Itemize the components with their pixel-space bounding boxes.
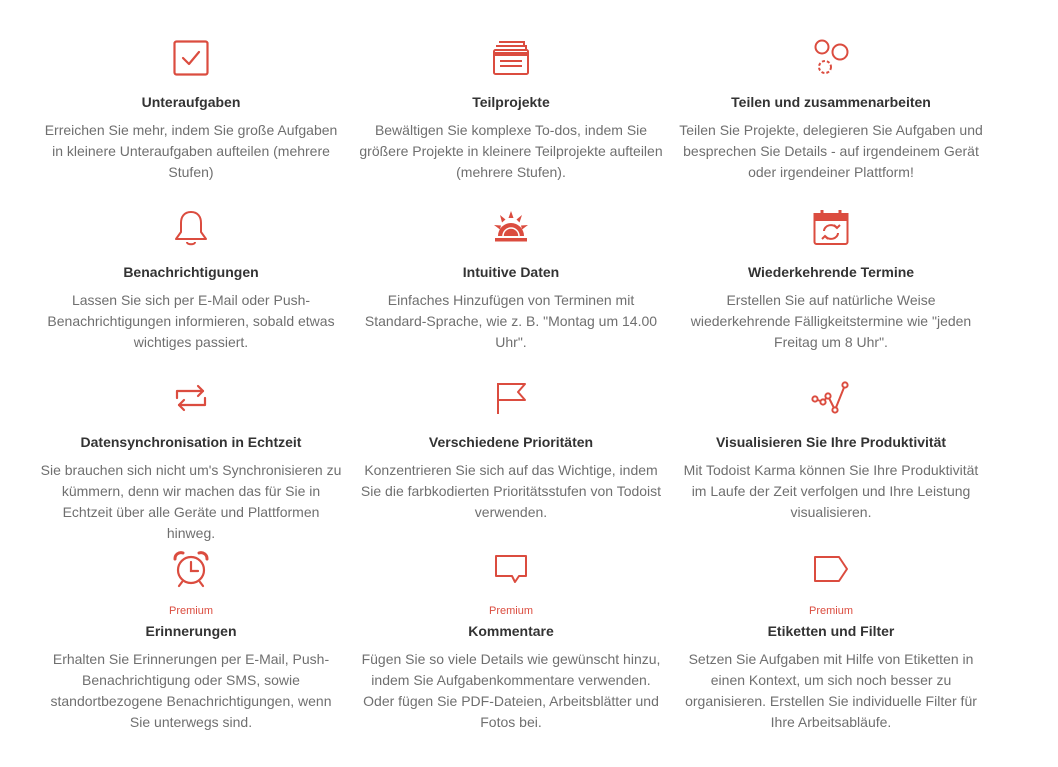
productivity-graph-icon — [811, 378, 851, 418]
feature-description: Fügen Sie so viele Details wie gewünscht hinzu, indem Sie Aufgabenkommentare verwenden. Oder fügen Sie PDF-Dateien, Arbeitsblätter und Fotos bei. — [361, 651, 661, 730]
feature-description: Sie brauchen sich nicht um's Synchronisieren zu kümmern, denn wir machen das für Sie in Echtzeit über alle Geräte und Plattformen hinweg. — [40, 462, 342, 541]
feature-subprojects — [351, 0, 671, 200]
feature-description: Bewältigen Sie komplexe To-dos, indem Sie größere Projekte in kleinere Teilprojekte aufteilen (mehrere Stufen). — [359, 122, 663, 180]
collaboration-bubbles-icon — [811, 38, 851, 78]
flag-icon — [491, 378, 531, 418]
recurring-calendar-icon — [811, 208, 851, 248]
feature-title: Intuitive Daten — [462, 264, 560, 280]
feature-description: Erhalten Sie Erinnerungen per E-Mail, Push-Benachrichtigung oder SMS, sowie standortbezogene Benachrichtigungen, wenn Sie unterwegs sind. — [50, 651, 332, 730]
feature-title: Unteraufgaben — [141, 94, 241, 110]
feature-title: Verschiedene Prioritäten — [428, 434, 594, 450]
feature-title: Etiketten und Filter — [767, 623, 895, 639]
feature-title: Kommentare — [468, 623, 554, 639]
feature-description: Setzen Sie Aufgaben mit Hilfe von Etiketten in einen Kontext, um sich noch besser zu organisieren. Erstellen Sie individuelle Filter für Ihre Arbeitsabläufe. — [685, 651, 977, 730]
checkbox-icon — [171, 38, 211, 78]
feature-description: Lassen Sie sich per E-Mail oder Push-Benachrichtigungen informieren, sobald etwas wichtiges passiert. — [47, 292, 335, 350]
premium-badge: Premium — [808, 605, 853, 617]
feature-title: Datensynchronisation in Echtzeit — [80, 434, 302, 450]
premium-badge: Premium — [168, 605, 213, 617]
feature-title: Benachrichtigungen — [123, 264, 259, 280]
stacked-projects-icon — [491, 38, 531, 78]
feature-title: Wiederkehrende Termine — [747, 264, 915, 280]
bell-icon — [171, 208, 211, 248]
label-tag-icon — [811, 549, 851, 589]
premium-badge: Premium — [488, 605, 533, 617]
feature-title: Teilen und zusammenarbeiten — [731, 94, 931, 110]
feature-title: Teilprojekte — [472, 94, 550, 110]
feature-description: Einfaches Hinzufügen von Terminen mit Standard-Sprache, wie z. B. "Montag um 14.00 Uhr". — [364, 292, 658, 350]
comment-bubble-icon — [491, 549, 531, 589]
feature-description: Teilen Sie Projekte, delegieren Sie Aufgaben und besprechen Sie Details - auf irgendeinem Gerät oder irgendeiner Plattform! — [679, 122, 983, 180]
feature-title: Erinnerungen — [145, 623, 237, 639]
feature-description: Erreichen Sie mehr, indem Sie große Aufgaben in kleinere Unteraufgaben aufteilen (mehrere Stufen) — [44, 122, 338, 180]
feature-share-collaborate — [671, 0, 991, 200]
feature-subtasks — [31, 0, 351, 200]
feature-description: Erstellen Sie auf natürliche Weise wiederkehrende Fälligkeitstermine wie "jeden Freitag um 8 Uhr". — [690, 292, 972, 350]
sync-arrows-icon — [171, 378, 211, 418]
alarm-clock-icon — [171, 549, 211, 589]
sunrise-icon — [491, 208, 531, 248]
feature-description: Konzentrieren Sie sich auf das Wichtige, indem Sie die farbkodierten Prioritätsstufen von Todoist verwenden. — [360, 462, 662, 520]
feature-description: Mit Todoist Karma können Sie Ihre Produktivität im Laufe der Zeit verfolgen und Ihre Leistung visualisieren. — [683, 462, 979, 520]
feature-title: Visualisieren Sie Ihre Produktivität — [715, 434, 947, 450]
